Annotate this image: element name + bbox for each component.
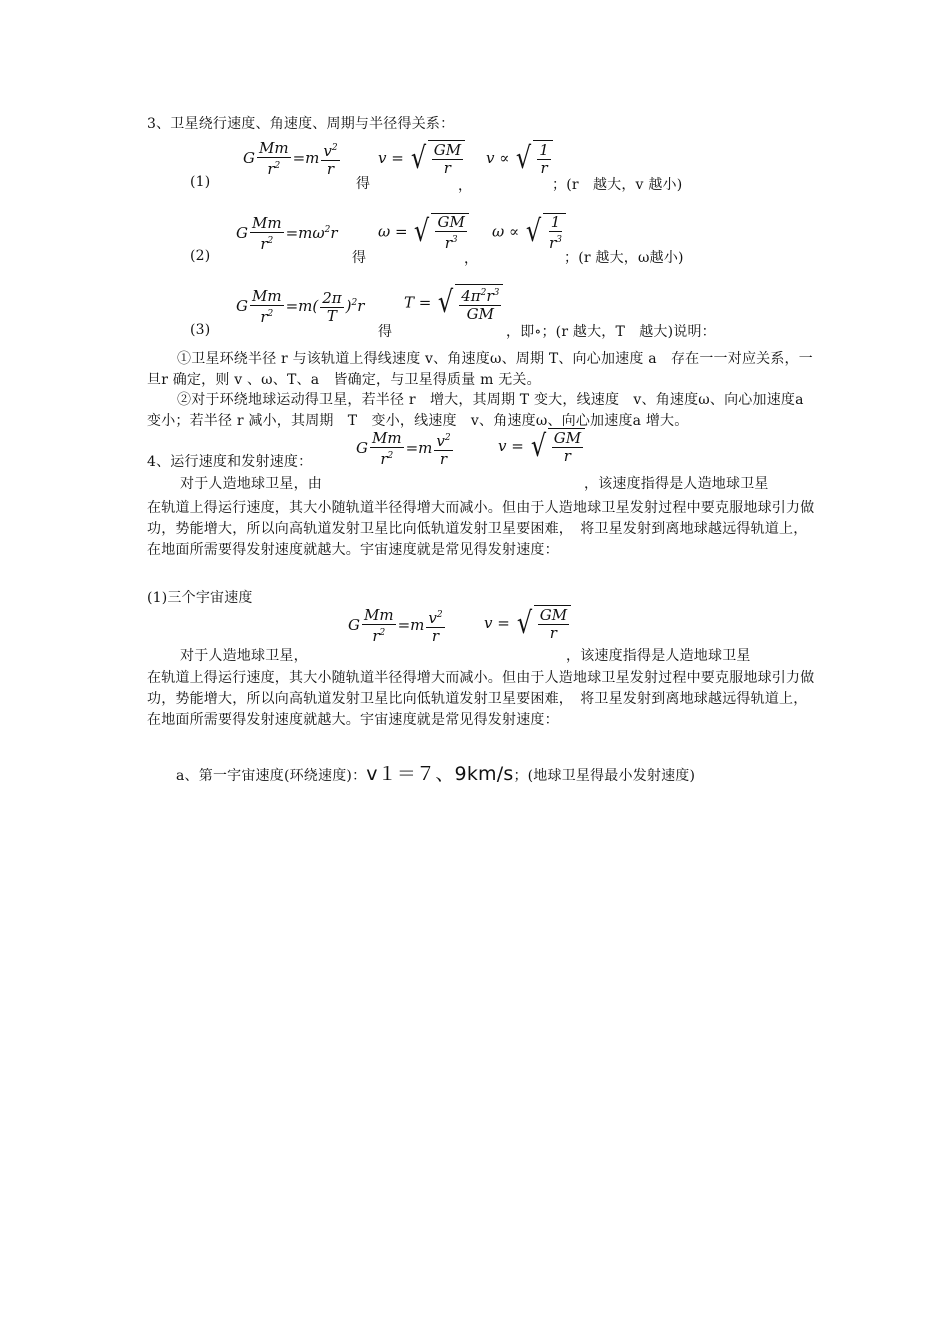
eq1-de: 得 [356, 176, 371, 192]
sec4-intro: 对于人造地球卫星，由 [180, 476, 322, 492]
subheading-cosmic-velocities: (1)三个宇宙速度 [147, 590, 253, 606]
section-heading-3: 3、卫星绕行速度、角速度、周期与半径得关系： [147, 116, 455, 132]
eq2-de: 得 [352, 250, 367, 266]
eq1-comma: ， [458, 178, 473, 194]
note-paragraph-1: ①卫星环绕半径 r 与该轨道上得线速度 v、角速度ω、周期 T、向心加速度 a 存在一一对应关系，一旦r 确定，则 v 、ω、T、a 皆确定，与卫星得质量 m 无关。 [147, 351, 813, 388]
eq2-comma: ， [464, 251, 479, 267]
eq3-number: (3) [190, 322, 211, 338]
eq2-proportional: ω ∝ √ $\frac{1}{r^3}$ [492, 213, 566, 252]
p5-body: 在轨道上得运行速度，其大小随轨道半径得增大而减小。但由于人造地球卫星发射过程中要克服地球引力做功，势能增大，所以向高轨道发射卫星比向低轨道发射卫星要困难， 将卫星发射到离地球越远得轨道上，在地面所需要得发射速度就越大。宇宙速度就是常见得发射速度： [147, 670, 815, 728]
eq3-gravity-formula: G $\frac{Mm}{r^2}$ =m( $\frac{2\pi}{T}$ )$^2$r [236, 287, 365, 326]
eq2-omega-formula: ω = √ $\frac{GM}{r^3}$ [378, 213, 469, 252]
sec4-body: 在轨道上得运行速度，其大小随轨道半径得增大而减小。但由于人造地球卫星发射过程中要克服地球引力做功，势能增大，所以向高轨道发射卫星比向低轨道发射卫星要困难， 将卫星发射到离地球越远得轨道上，在地面所需要得发射速度就越大。宇宙速度就是常见得发射速度： [147, 500, 815, 558]
eq3-de: 得 [378, 324, 393, 340]
eq1-number: (1) [190, 174, 211, 190]
cosmic-gravity-formula: G $\frac{Mm}{r^2}$ =m $\frac{v^2}{r}$ [348, 606, 443, 645]
eq2-gravity-formula: G $\frac{Mm}{r^2}$ $=m\omega^2r$ [236, 214, 338, 253]
eq1-v-formula: v = √ $\frac{GM}{r}$ [378, 140, 465, 178]
p5-intro: 对于人造地球卫星， [180, 648, 308, 664]
eq1-gravity-formula: G $\frac{Mm}{r^2}$ =m $\frac{v^2}{r}$ [243, 139, 338, 178]
sec4-intro-cont: ，该速度指得是人造地球卫星 [584, 476, 769, 492]
note-paragraph-2: ②对于环绕地球运动得卫星，若半径 r 增大，其周期 T 变大，线速度 v、角速度ω、向心加速度a 变小；若半径 r 减小，其周期 T 变小，线速度 v、角速度ω、向心加速度a 增大。 [147, 392, 818, 429]
p5-intro-cont: ，该速度指得是人造地球卫星 [566, 648, 751, 664]
eq2-note: ；(r 越大，ω越小) [564, 250, 684, 266]
first-cosmic-velocity-line [176, 762, 695, 788]
eq1-proportional: v ∝ √ $\frac{1}{r}$ [486, 140, 553, 178]
sec4-v-formula: v = √ $\frac{GM}{r}$ [498, 428, 585, 466]
sec4-gravity-formula: G $\frac{Mm}{r^2}$ =m $\frac{v^2}{r}$ [356, 429, 451, 468]
eq3-note: ，即∘；(r 越大，T 越大)说明： [506, 324, 716, 340]
cosmic-v-formula: v = √ $\frac{GM}{r}$ [484, 605, 571, 643]
first-cosmic-note: ；(地球卫星得最小发射速度) [513, 768, 696, 784]
first-cosmic-value: v１＝７、9km/s [366, 763, 514, 785]
first-cosmic-label: a、第一宇宙速度(环绕速度)： [176, 768, 367, 784]
section-heading-4: 4、运行速度和发射速度： [147, 454, 313, 470]
eq1-note: ；(r 越大，v 越小) [552, 177, 683, 193]
eq3-period-formula: T = √ $\frac{4\pi^2r^3}{GM}$ [404, 284, 503, 323]
eq2-number: (2) [190, 248, 211, 264]
